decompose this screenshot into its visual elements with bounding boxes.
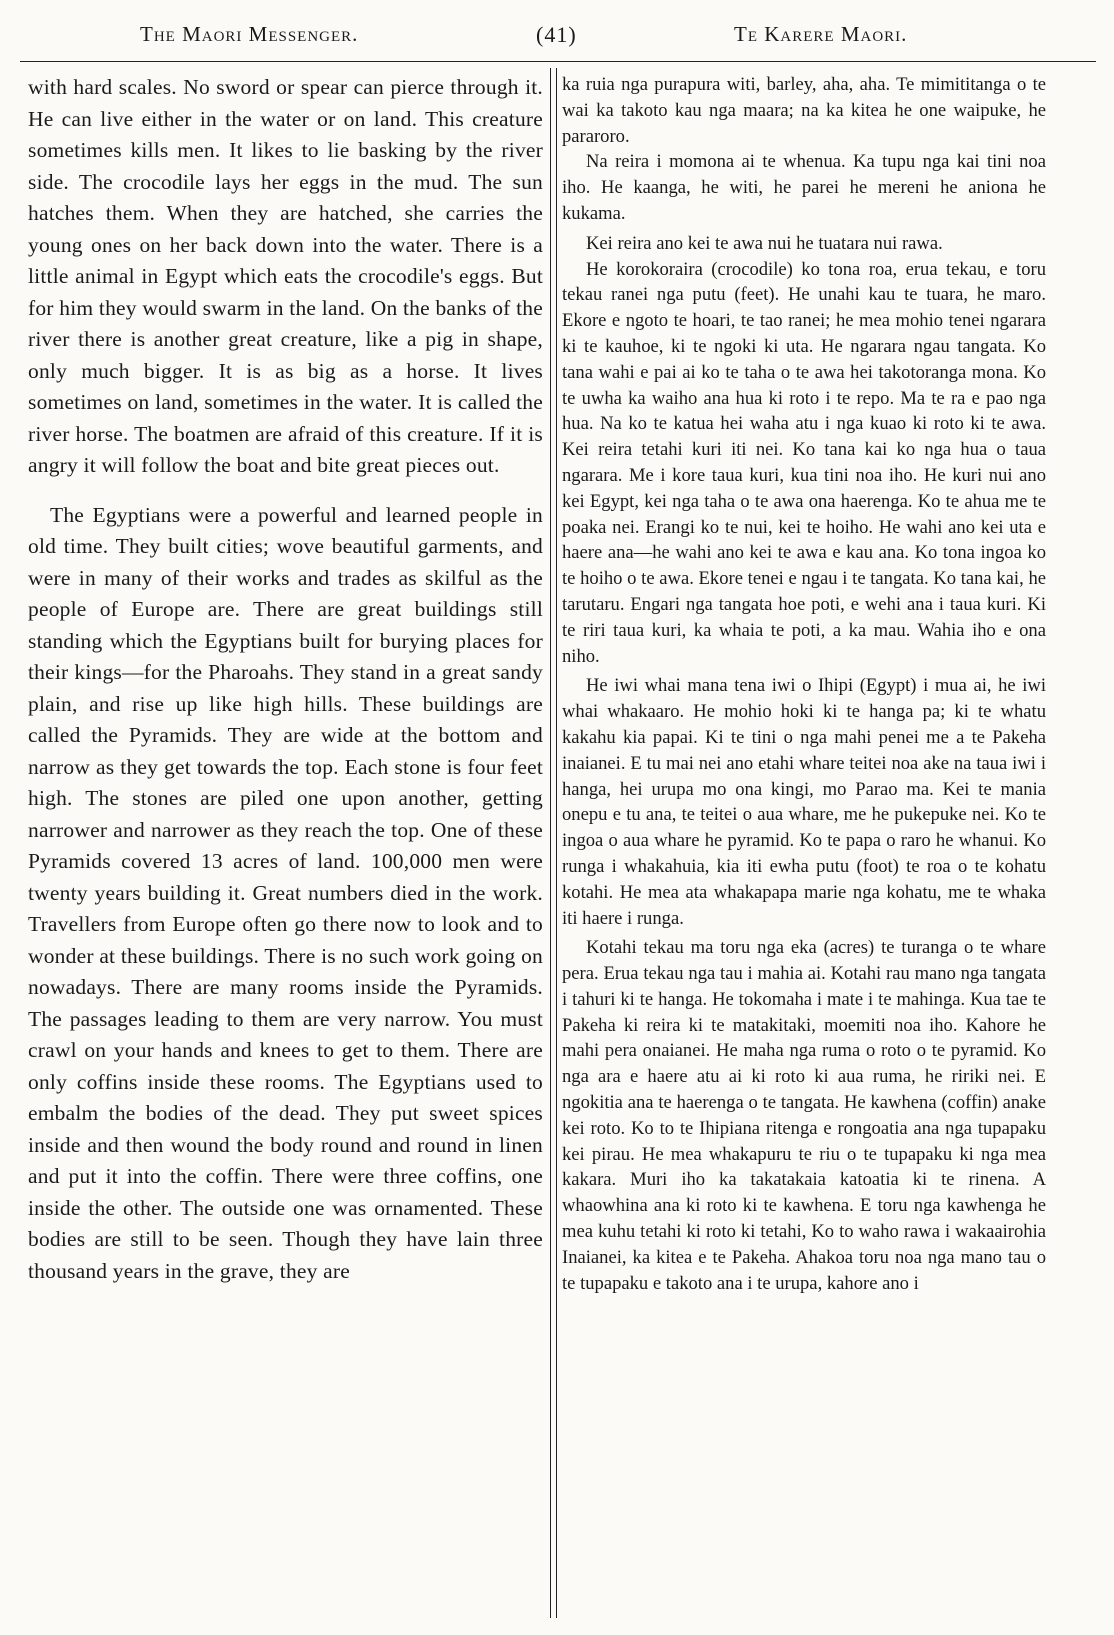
english-paragraph-1: with hard scales. No sword or spear can pierce through it. He can live either in the water or on land. This creature sometimes kills men. It likes to lie basking by the river side. The crocodile lays her eggs in the mud. The sun hatches them. When they are hatched, she carries the young ones on her back down into the water. There is a little animal in Egypt which eats the crocodile's eggs. But for him they would swarm in the land. On the banks of the river there is another great creature, like a pig in shape, only much bigger. It is as big as a horse. It lives sometimes on land, sometimes in the water. It is called the river horse. The boatmen are afraid of this creature. If it is angry it will follow the boat and bite great pieces out.: [28, 75, 543, 477]
page-number: (41): [536, 22, 577, 47]
maori-paragraph-3: Kei reira ano kei te awa nui he tuatara nui rawa.: [586, 232, 943, 254]
maori-masthead-title: Te Karere Maori.: [734, 22, 908, 46]
maori-paragraph-1: ka ruia nga purapura witi, barley, aha, aha. Te mimititanga o te wai ka takoto kau nga maara; na ka kitea he one waipuke, he pararoro.: [562, 74, 1046, 147]
maori-paragraph-4: He korokoraira (crocodile) ko tona roa, erua tekau, e toru tekau ranei nga putu (feet). He unahi kau te tuara, he maro. Ekore e ngoto te hoari, te tao ranei; he mea mohio tenei ngarara ki te kauhoe, ki te ngoki ki uta. He ngarara ngau tangata. Ko tana wahi e pai ai ko te taha o te awa hei takotoranga mona. Ko te uwha ka waiho ana hua ki roto i te repo. Ma te ra e pao nga hua. Na ko te katua hei waha atu i nga kuao ki roto ki te awa. Kei reira tetahi kuri iti nei. Ko tana kai ko nga hua o taua ngarara. Me i kore taua kuri, kua tini noa iho. He kuri nui ano kei Egypt, kei nga taha o te awa ona haerenga. Ko te ahua me te poaka nei. Erangi ko te nui, kei te hoiho. He wahi ano kei uta e haere ana—he wahi ano kei te awa e kau ana. Ko tona ingoa ko te hoiho o te awa. Ekore tenei e ngau i te tangata. Ko tana kai, he tarutaru. Engari nga tangata hoe poti, e wehi ana i taua kuri. Ki te riri taua kuri, ka whaia te poti, a ka mau. Wahia iho e ona niho.: [562, 258, 1046, 667]
english-paragraph-2: The Egyptians were a powerful and learned people in old time. They built cities; wove beautiful garments, and were in many of their works and trades as skilful as the people of Europe are. There are great buildings still standing which the Egyptians built for burying places for their kings—for the Pharoahs. They stand in a great sandy plain, and rise up like high hills. These buildings are called the Pyramids. They are wide at the bottom and narrow as they get towards the top. Each stone is four feet high. The stones are piled one upon another, getting narrower and narrower as they reach the top. One of these Pyramids covered 13 acres of land. 100,000 men were twenty years building it. Great numbers died in the work. Travellers from Europe often go there now to look and to wonder at these buildings. There is no such work going on nowadays. There are many rooms inside the Pyramids. The passages leading to them are very narrow. You must crawl on your hands and knees to get to them. There are only coffins inside these rooms. The Egyptians used to embalm the bodies of the dead. They put sweet spices inside and then wound the body round and round in linen and put it into the coffin. There were three coffins, one inside the other. The outside one was ornamented. These bodies are still to be seen. Though they have lain three thousand years in the grave, they are: [28, 502, 543, 1283]
english-column: [28, 72, 543, 1287]
header-rule: [20, 61, 1096, 62]
page-header: [20, 22, 1094, 58]
maori-paragraph-6: Kotahi tekau ma toru nga eka (acres) te turanga o te whare pera. Erua tekau nga tau i mahia ai. Kotahi rau mano nga tangata i tahuri ki te hanga. He tokomaha i mate i te mahinga. Kua tae te Pakeha ki reira ki te matakitaki, moemiti noa iho. Kahore he mahi pera onaianei. He maha nga ruma o roto o te pyramid. Ko nga ara e haere atu ai ki roto ki aua ruma, he ririki nei. E ngokitia ana te haerenga o te tangata. He kawhena (coffin) anake kei roto. Ko to te Ihipiana ritenga e rongoatia ana nga tupapaku kei pirau. He mea whakapuru te riu o te tupapaku ki nga mea kakara. Muri iho ka takatakaia katoatia ki te rinena. A whaowhina ana ki roto ki te kawhena. E toru nga kawhenga he mea kuhu tetahi ki roto ki tetahi, Ko to waho rawa i wakaairohia Inaianei, ka kitea e te Pakeha. Ahakoa toru noa nga mano tau o te tupapaku e takoto ana i te urupa, kahore ano i: [562, 937, 1046, 1294]
english-masthead-title: The Maori Messenger.: [140, 22, 359, 46]
column-divider: [550, 68, 551, 1618]
maori-paragraph-5: He iwi whai mana tena iwi o Ihipi (Egypt) i mua ai, he iwi whai whakaaro. He mohio hoki ki te hanga pa; ki te whatu kakahu kia papai. Ki te tini o nga mahi penei me a te Pakeha inaianei. E tu mai nei ano etahi whare teitei noa ake na taua iwi i hanga, hei urupa mo ona kingi, mo Parao ma. Kei te mania onepu e tu ana, te teitei o aua whare, me he pukepuke nei. Ko te ingoa o aua whare he pyramid. Ko te papa o raro he whanui. Ko runga i whakahuia, kia iti ewha putu (foot) te roa o te kohatu kotahi. He mea ata whakapapa marie nga kohatu, me te whaka iti haere i runga.: [562, 675, 1046, 929]
maori-paragraph-2: Na reira i momona ai te whenua. Ka tupu nga kai tini noa iho. He kaanga, he witi, he parei he mereni he aniona he kukama.: [562, 151, 1046, 224]
column-divider-inner: [556, 68, 557, 1618]
maori-column: [562, 72, 1046, 1296]
